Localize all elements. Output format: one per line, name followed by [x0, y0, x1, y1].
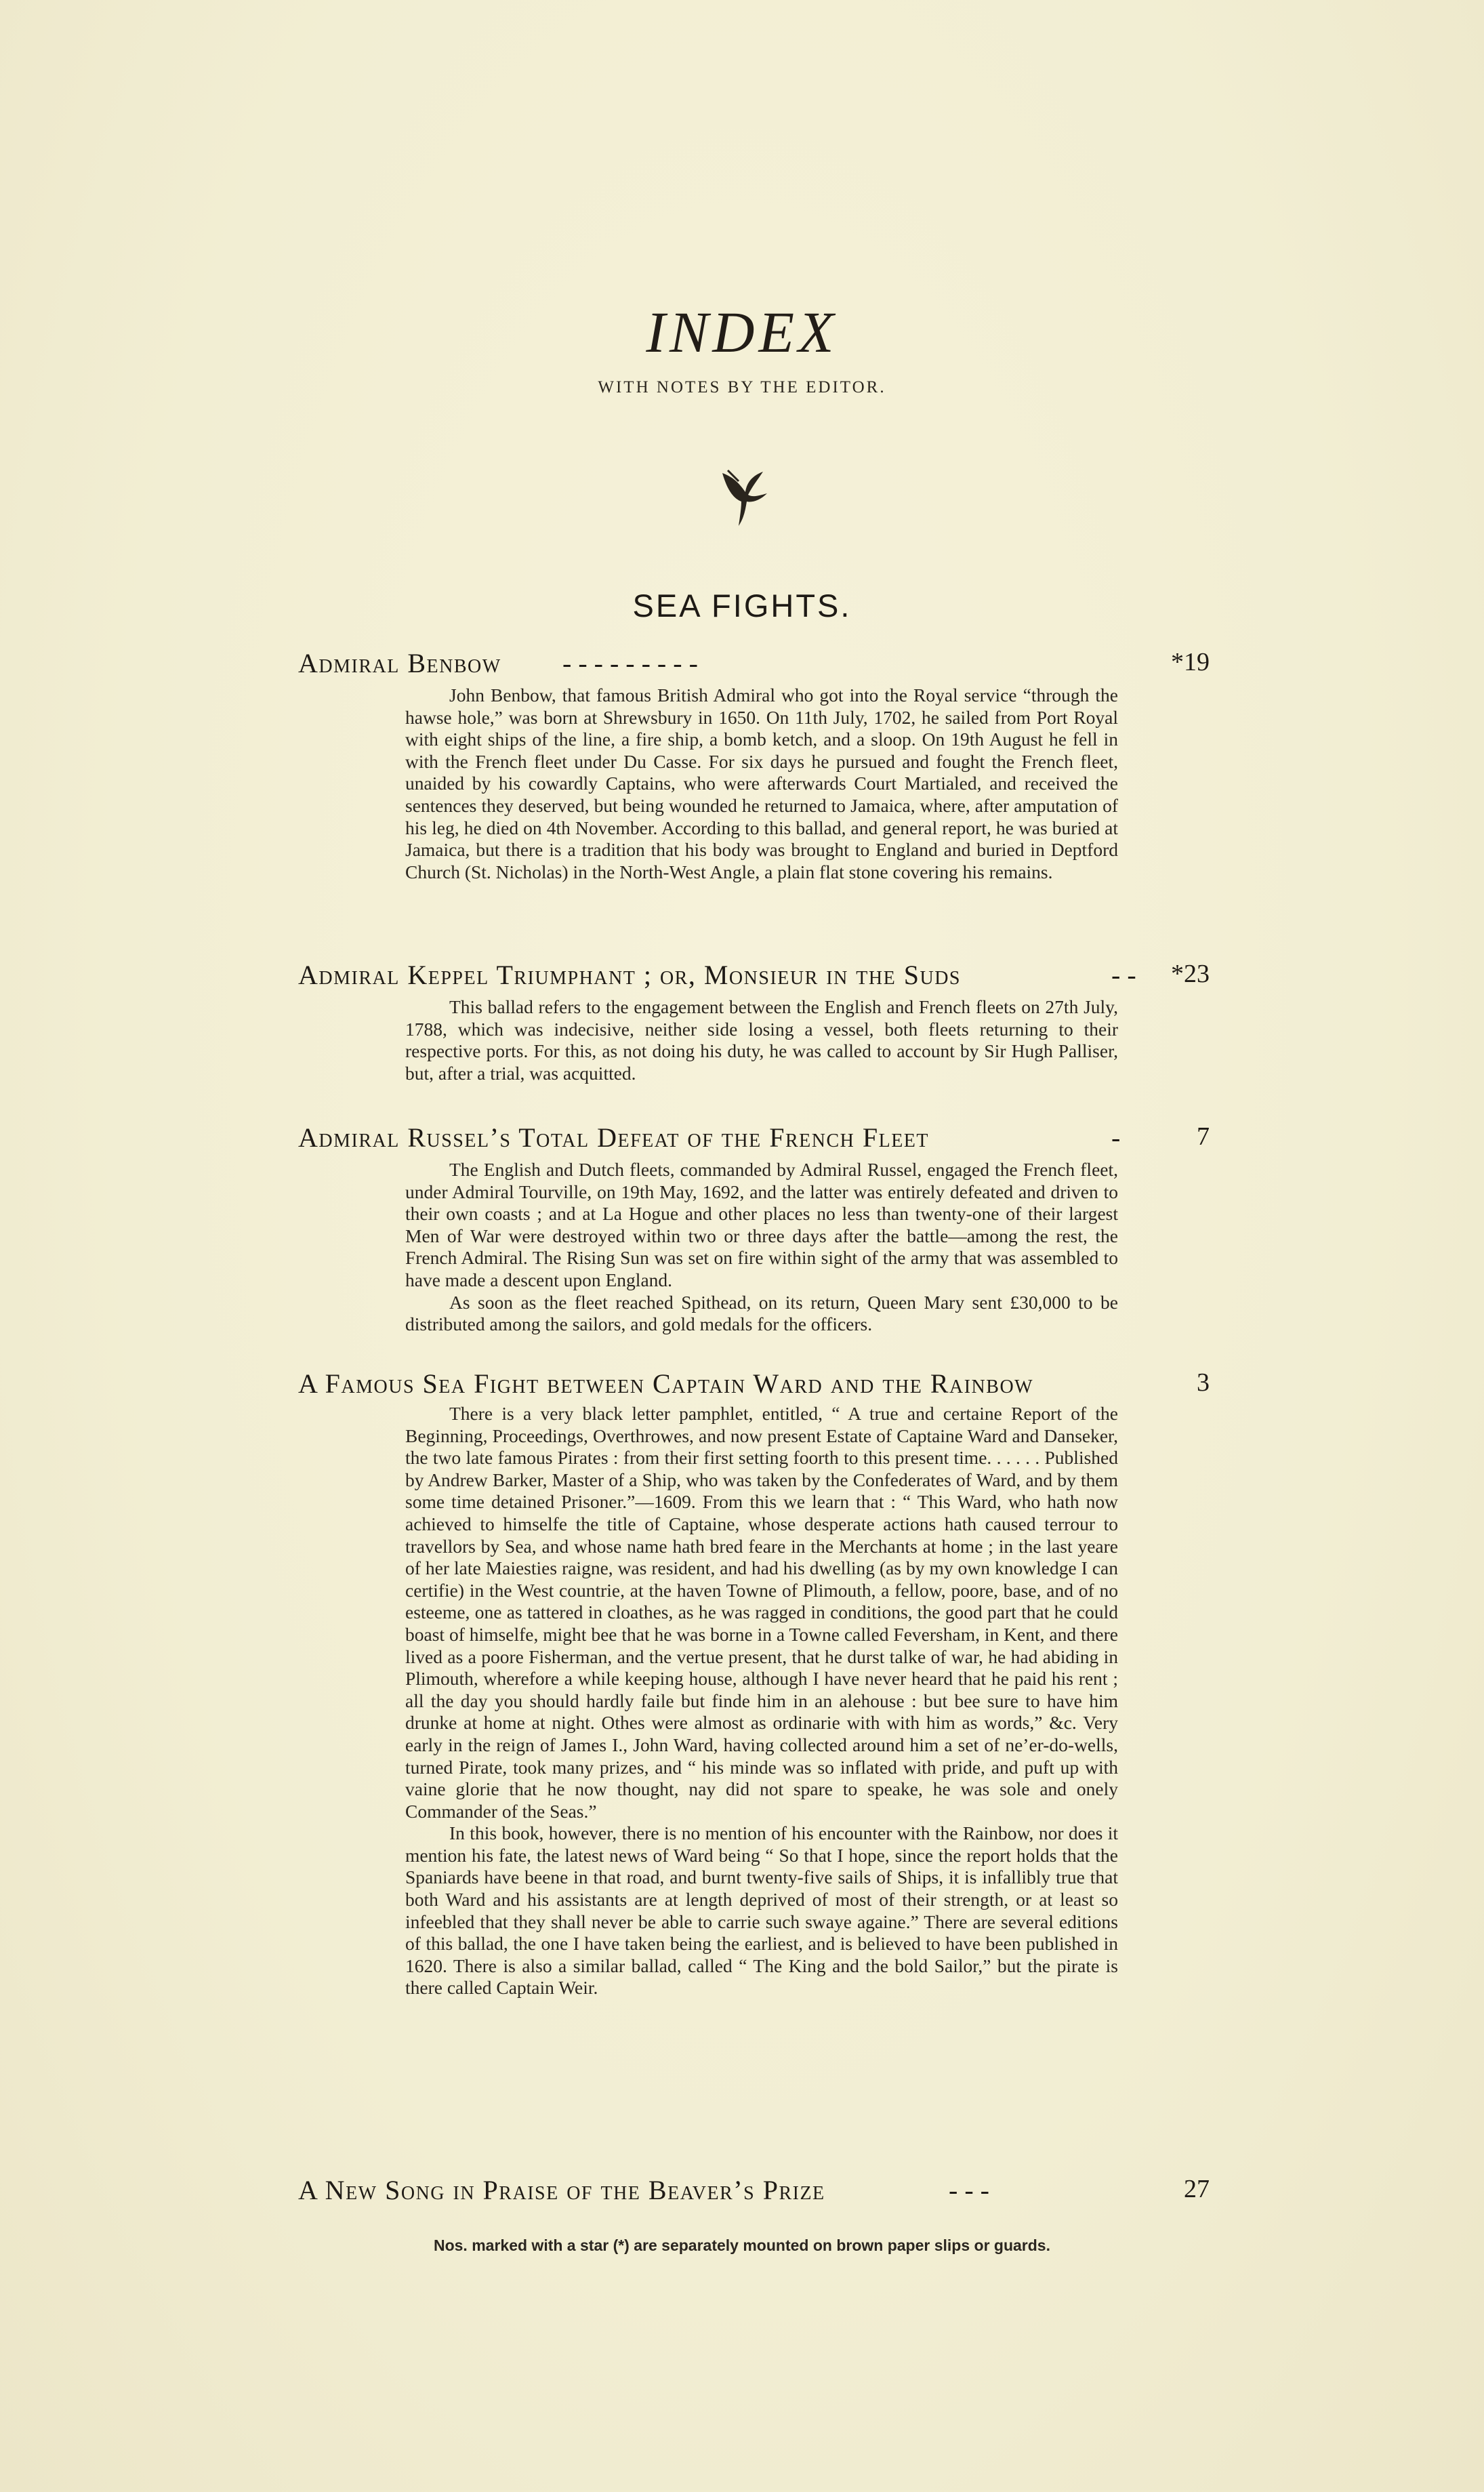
index-entry-heading: [298, 1122, 1210, 1162]
note-paragraph: John Benbow, that famous British Admiral who got into the Royal service “through the hawse hole,” was born at Shrewsbury in 1650. On 11th July, 1702, he sailed from Port Royal with eight ships of the line, a fire ship, a bomb ketch, and a sloop. On 19th August he fell in with the French fleet under Du Casse. For six days he pursued and fought the French fleet, unaided by his cowardly Captains, who were afterwards Court Martialed, and received the sentences they deserved, but being wounded he returned to Jamaica, where, after amputation of his leg, he died on 4th November. According to this ballad, and general report, he was buried at Jamaica, but there is a tradition that his body was brought to England and buried in Deptford Church (St. Nicholas) in the North-West Angle, a plain flat stone covering his remains.: [405, 685, 1118, 882]
entry-title: Admiral Russel’s Total Defeat of the French Fleet: [298, 1122, 929, 1153]
entry-title: A Famous Sea Fight between Captain Ward and the Rainbow: [298, 1368, 1034, 1399]
note-paragraph: There is a very black letter pamphlet, entitled, “ A true and certaine Report of the Beginning, Proceedings, Overthrowes, and now present Estate of Captaine Ward and Danseker, the two late famous Pirates : from their first setting foorth to this present time. . . . . . Published by Andrew Barker, Master of a Ship, who was taken by the Confederates of Ward, and by them some time detained Prisoner.”—1609. From this we learn that : “ This Ward, who hath now achieved to himselfe the title of Captaine, whose desperate actions hath caused terrour to travellors by Sea, and whose name hath bred feare in the Merchants at home ; in the last yeare of her late Maiesties raigne, was resident, and had his dwelling (as by my own knowledge I can certifie) in the West countrie, at the haven Towne of Plimouth, a fellow, poore, base, and of no esteeme, one as tattered in cloathes, as he was ragged in conditions, the good part that he could boast of himselfe, might bee that he was borne in a Towne called Feversham, in Kent, and there lived as a poore Fisherman, and the vertue present, that he durst talke of war, he had abiding in Plimouth, wherefore a while keeping house, although I have never heard that he paid his rent ; all the day you should hardly faile but finde him in an alehouse : but bee sure to have him drunke at home at night. Othes were almost as ordinarie with with him as words,” &c. Very early in the reign of James I., John Ward, having collected around him a set of ne’er-do-wells, turned Pirate, took many prizes, and “ his minde was so inflated with pride, and puft up with vaine glorie that he now thought, nay did not spare to speake, he was sole and onely Commander of the Seas.”: [405, 1403, 1118, 1822]
note-paragraph: The English and Dutch fleets, commanded by Admiral Russel, engaged the French fleet, under Admiral Tourville, on 19th May, 1692, and the latter was entirely defeated and driven to their own coasts ; and at La Hogue and other places no less than twenty-one of their largest Men of War were destroyed within two or three days after the battle—among the rest, the French Admiral. The Rising Sun was set on fire within sight of the army that was assembled to have made a descent upon England.: [405, 1159, 1118, 1290]
index-entry-heading: [298, 647, 1210, 688]
leader-dots: - - -: [949, 2175, 989, 2205]
entry-title: A New Song in Praise of the Beaver’s Prize: [298, 2175, 825, 2205]
entry-page-number: 27: [1184, 2175, 1210, 2203]
leader-dots: -: [1111, 1122, 1121, 1153]
index-entry-heading: [298, 2174, 1210, 2215]
entry-note: [405, 685, 1118, 883]
index-entry-heading: [298, 959, 1210, 1000]
leader-dots: - - - - - - - - -: [562, 648, 698, 678]
entry-page-number: 7: [1197, 1122, 1210, 1151]
index-entry-heading: [298, 1368, 1210, 1408]
entry-page-number: *19: [1171, 648, 1210, 676]
entry-note: [405, 996, 1118, 1084]
index-title: INDEX: [646, 300, 838, 365]
note-paragraph: This ballad refers to the engagement between the English and French fleets on 27th July, 1788, which was indecisive, neither side losing a vessel, both fleets returning to their respective ports. For this, as not doing his duty, he was called to account by Sir Hugh Palliser, but, after a trial, was acquitted.: [405, 996, 1118, 1084]
entry-title: Admiral Benbow: [298, 648, 501, 678]
note-paragraph: As soon as the fleet reached Spithead, on its return, Queen Mary sent £30,000 to be distributed among the sailors, and gold medals for the officers.: [405, 1291, 1118, 1335]
entry-title: Admiral Keppel Triumphant ; or, Monsieur in the Suds: [298, 960, 961, 990]
leader-dots: - -: [1111, 960, 1136, 990]
index-subtitle: WITH NOTES BY THE EDITOR.: [598, 378, 886, 396]
note-paragraph: In this book, however, there is no mention of his encounter with the Rainbow, nor does it mention his fate, the latest news of Ward being “ So that I hope, since the report holds that the Spaniards have beene in that road, and burnt twenty-five sails of Ships, it is infallibly true that both Ward and his assistants are at length deprived of most of their strength, or at least so infeebled that they shall never be able to carrie such swaye againe.” There are several editions of this ballad, the one I have taken being the earliest, and is believed to have been published in 1620. There is also a similar ballad, called “ The King and the bold Sailor,” but the pirate is there called Captain Weir.: [405, 1822, 1118, 1999]
entry-note: [405, 1403, 1118, 1999]
entry-page-number: 3: [1197, 1368, 1210, 1397]
footer-note: Nos. marked with a star (*) are separately mounted on brown paper slips or guards.: [433, 2236, 1050, 2254]
leaf-sprig-icon: [718, 468, 772, 529]
section-title: SEA FIGHTS.: [632, 588, 852, 624]
entry-note: [405, 1159, 1118, 1336]
entry-page-number: *23: [1171, 960, 1210, 988]
